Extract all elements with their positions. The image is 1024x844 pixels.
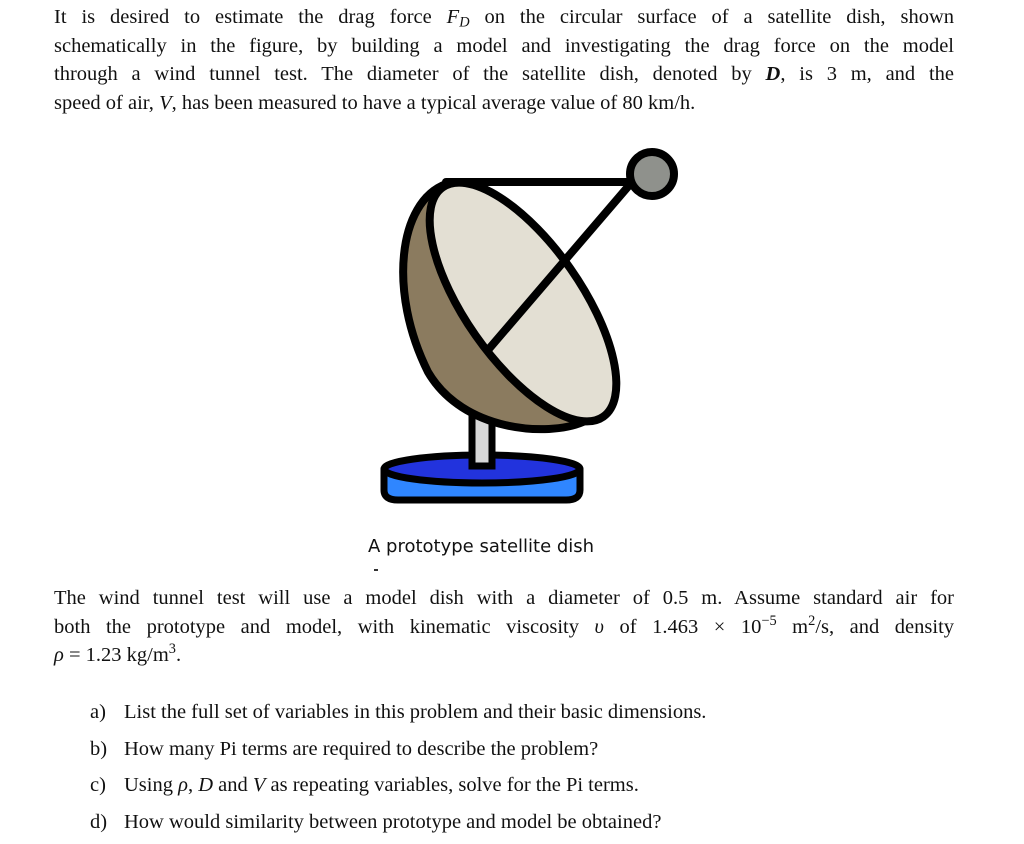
intro-line-4: speed of air, V, has been measured to have a typical average value of 80 km/h. (54, 89, 954, 118)
question-text: How would similarity between prototype and model be obtained? (124, 811, 661, 833)
question-letter: a) (90, 698, 124, 726)
question-item (90, 808, 706, 844)
question-letter: d) (90, 808, 124, 836)
question-item (90, 698, 706, 735)
caption-mark (374, 569, 378, 571)
question-letter: c) (90, 771, 124, 799)
question-text: How many Pi terms are required to describe the problem? (124, 738, 598, 760)
satellite-dish-figure (368, 142, 698, 514)
question-item (90, 771, 706, 808)
question-letter: b) (90, 735, 124, 763)
figure-caption: A prototype satellite dish (368, 536, 594, 557)
feed-knob (630, 152, 674, 196)
question-item (90, 735, 706, 772)
intro-line-3: through a wind tunnel test. The diameter of the satellite dish, denoted by D, is 3 m, and the (54, 60, 954, 89)
body-line-2: both the prototype and model, with kinematic viscosity υ of $1.463 \times 10^{-5}$ $m^2/s$, and density (54, 613, 954, 642)
problem-intro (54, 3, 954, 117)
question-text: Using ρ, D and V as repeating variables, solve for the Pi terms. (124, 774, 639, 796)
intro-line-2: schematically in the figure, by building a model and investigating the drag force on the model (54, 32, 954, 61)
body-line-1: The wind tunnel test will use a model dish with a diameter of 0.5 m. Assume standard air for (54, 584, 954, 613)
question-list (90, 698, 706, 844)
question-text: List the full set of variables in this problem and their basic dimensions. (124, 701, 706, 723)
body-line-3: ρ = 1.23 $kg/m^3$. (54, 641, 954, 670)
problem-body (54, 584, 954, 670)
intro-line-1: It is desired to estimate the drag force $F_D$ on the circular surface of a satellite dish, shown (54, 3, 954, 32)
